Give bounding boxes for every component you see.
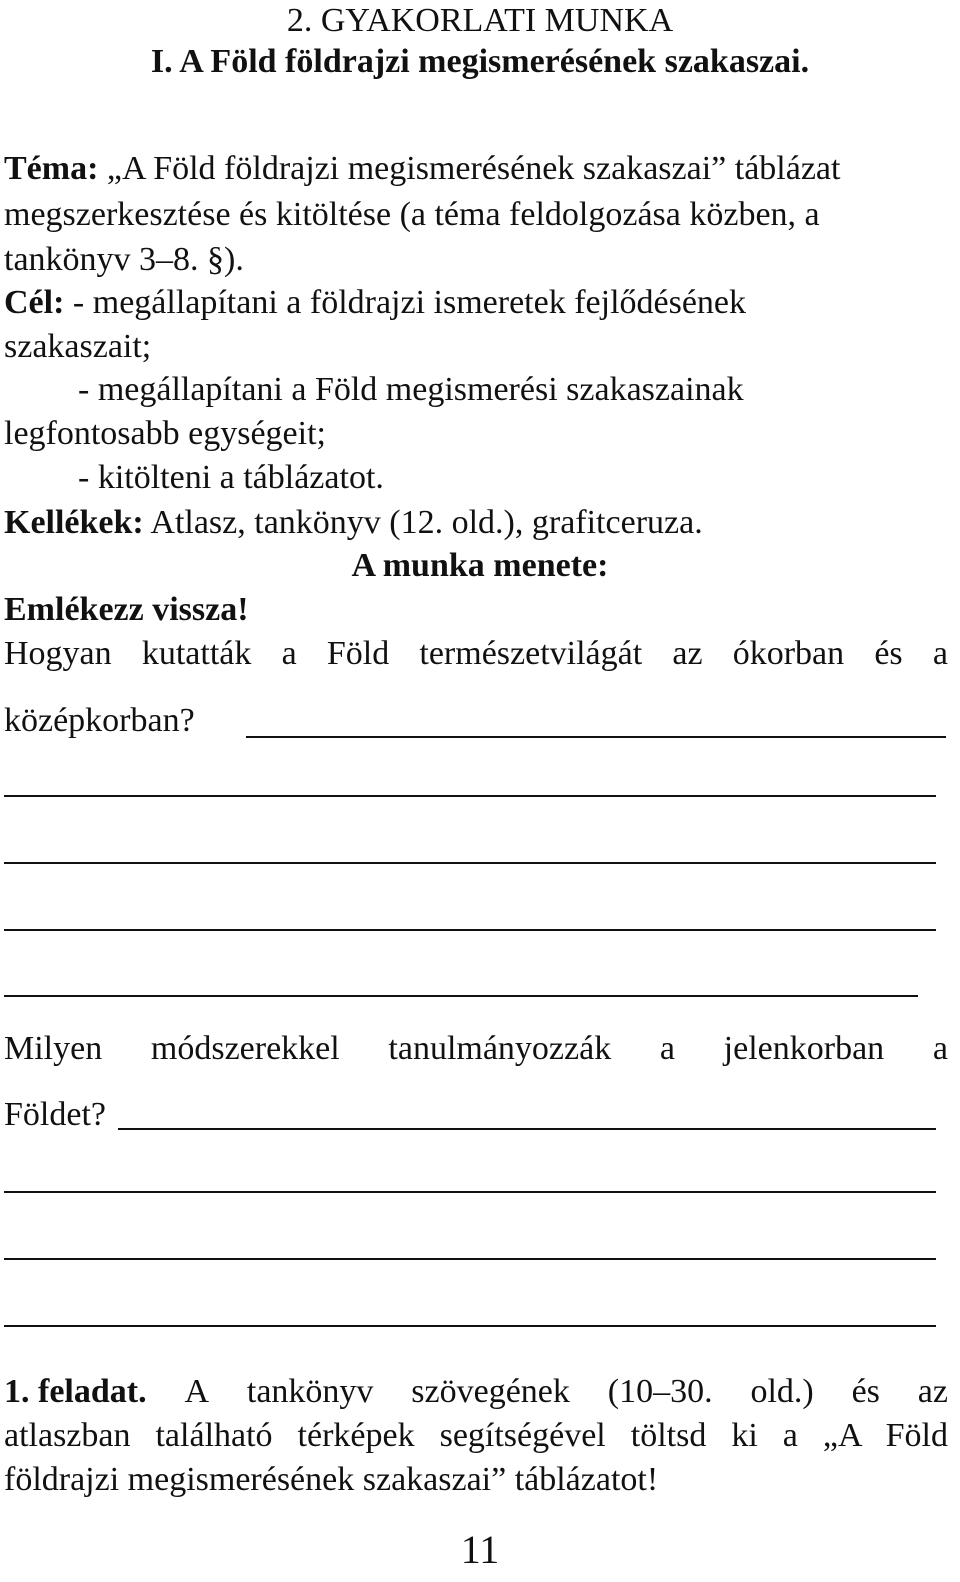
munka-menete-heading: A munka menete: <box>351 547 609 584</box>
answer-line[interactable] <box>118 1128 936 1130</box>
q2-word: a <box>932 1030 948 1067</box>
answer-line[interactable] <box>4 1191 936 1193</box>
q2-word: tanulmányozzák <box>388 1030 612 1067</box>
task-1-label: 1. feladat. <box>4 1373 147 1410</box>
answer-line[interactable] <box>4 862 936 864</box>
task-1-word: (10–30. <box>607 1373 713 1410</box>
tema-text-1: „A Föld földrajzi megismerésének szakaszai” táblázat <box>106 150 841 187</box>
answer-line[interactable] <box>4 1325 936 1327</box>
answer-line[interactable] <box>4 995 918 997</box>
cel-text-1: - megállapítani a földrajzi ismeretek fejlődésének <box>72 284 747 321</box>
q1-word: a <box>932 635 948 672</box>
cel-label: Cél: <box>4 284 65 321</box>
worksheet-subtitle: I. A Föld földrajzi megismerésének szakaszai. <box>150 43 810 80</box>
task-1-line-3: földrajzi megismerésének szakaszai” táblázatot! <box>4 1461 659 1498</box>
cel-line-3: - megállapítani a Föld megismerési szakaszainak <box>78 371 744 408</box>
worksheet-title: 2. GYAKORLATI MUNKA <box>286 2 674 39</box>
q1-word: Föld <box>326 635 390 672</box>
q1-word: természetvilágát <box>419 635 643 672</box>
task-1-word: szövegének <box>411 1373 570 1410</box>
tema-label: Téma: <box>4 150 99 187</box>
task-1-word: az <box>917 1373 948 1410</box>
question-2-end: Földet? <box>4 1096 106 1133</box>
answer-line[interactable] <box>4 929 936 931</box>
q1-word: az <box>672 635 703 672</box>
tema-line-1 <box>4 152 840 186</box>
cel-line-2: szakaszait; <box>4 328 152 365</box>
kellekek-line <box>4 506 703 540</box>
cel-line-5: - kitölteni a táblázatot. <box>78 459 384 496</box>
q1-word: és <box>874 635 903 672</box>
question-2-line <box>4 1032 948 1066</box>
answer-line[interactable] <box>4 795 936 797</box>
task-1-line-2: atlaszban található térképek segítségével töltsd ki a „A Föld <box>4 1417 948 1454</box>
question-1-line <box>4 637 948 671</box>
q1-word: kutatták <box>141 635 252 672</box>
task-1-word: A <box>184 1373 210 1410</box>
answer-line[interactable] <box>246 736 946 738</box>
answer-line[interactable] <box>4 1258 936 1260</box>
page-number: 11 <box>460 1527 500 1572</box>
tema-line-3: tankönyv 3–8. §). <box>4 241 244 278</box>
q2-word: módszerekkel <box>150 1030 340 1067</box>
tema-line-2: megszerkesztése és kitöltése (a téma feldolgozása közben, a <box>4 196 820 233</box>
question-1-end: középkorban? <box>4 702 195 739</box>
task-1-word: tankönyv <box>246 1373 374 1410</box>
task-1-line-1 <box>4 1375 948 1409</box>
q2-word: jelenkorban <box>723 1030 885 1067</box>
kellekek-text: Atlasz, tankönyv (12. old.), grafitceruza. <box>150 504 703 541</box>
kellekek-label: Kellékek: <box>4 504 144 541</box>
cel-line-4: legfontosabb egységeit; <box>4 415 326 452</box>
q1-word: Hogyan <box>4 635 112 672</box>
q1-word: ókorban <box>732 635 845 672</box>
q1-word: a <box>281 635 297 672</box>
emlekezz-heading: Emlékezz vissza! <box>4 591 249 628</box>
q2-word: Milyen <box>4 1030 103 1067</box>
task-1-word: old.) <box>750 1373 814 1410</box>
cel-line-1 <box>4 286 746 320</box>
q2-word: a <box>659 1030 675 1067</box>
task-1-word: és <box>851 1373 880 1410</box>
